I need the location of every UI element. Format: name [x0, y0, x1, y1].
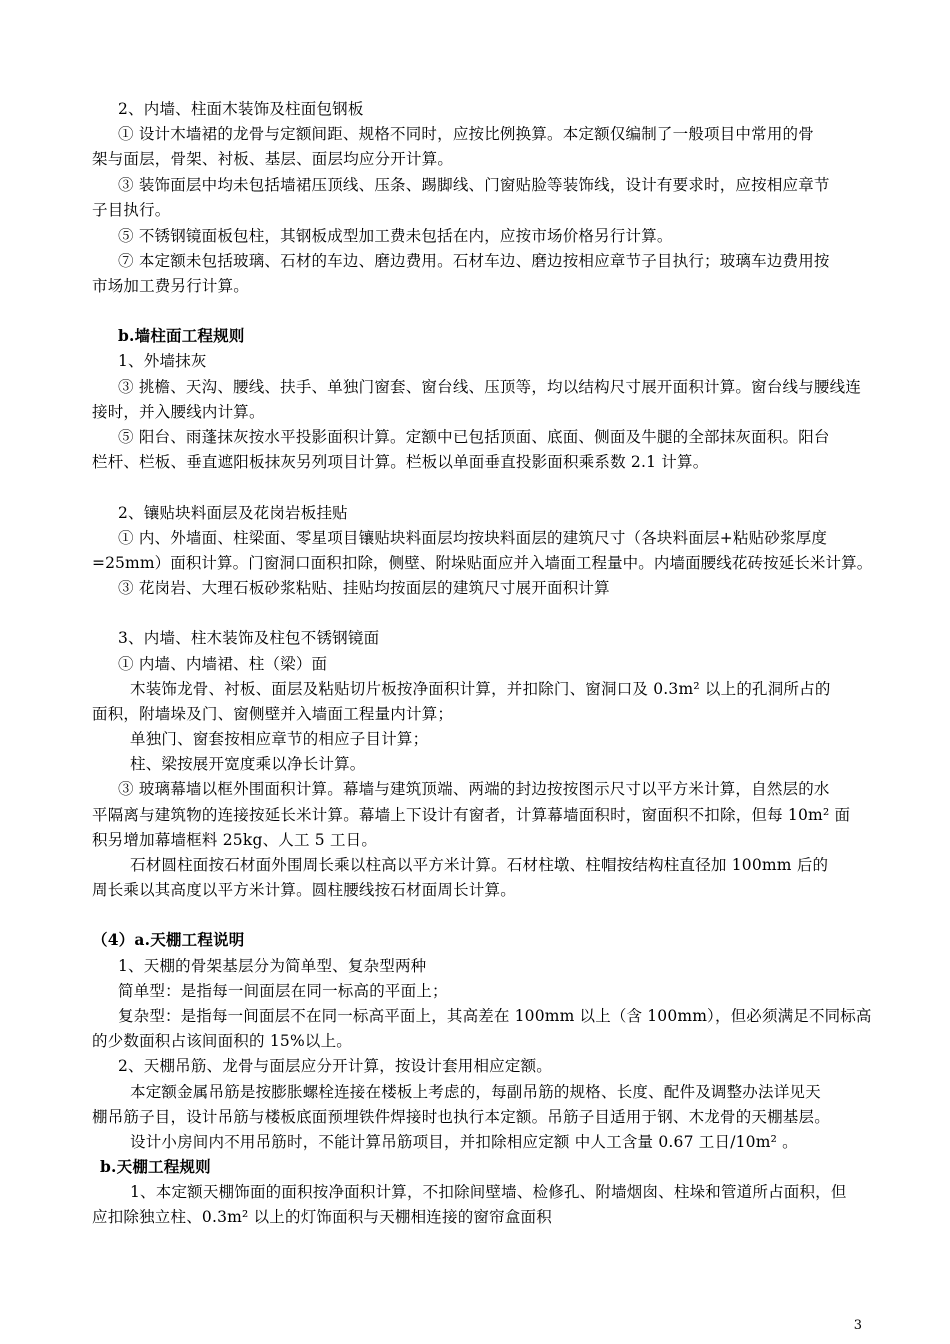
text-line: ① 内墙、内墙裙、柱（梁）面 — [118, 655, 328, 673]
text-line: ⑤ 不锈钢镜面板包柱，其钢板成型加工费未包括在内，应按市场价格另行计算。 — [118, 227, 673, 245]
text-line: ③ 装饰面层中均未包括墙裙压顶线、压条、踢脚线、门窗贴脸等装饰线，设计有要求时，应按相应章节 — [118, 176, 830, 194]
text-line: 石材圆柱面按石材面外围周长乘以柱高以平方米计算。石材柱墩、柱帽按结构柱直径加 100mm 后的 — [130, 856, 829, 874]
text-line: 子目执行。 — [92, 201, 171, 219]
text-line: 简单型：是指每一间面层在同一标高的平面上； — [118, 982, 448, 1000]
text-line: ③ 花岗岩、大理石板砂浆粘贴、挂贴均按面层的建筑尺寸展开面积计算 — [118, 579, 610, 597]
text-line: ① 内、外墙面、柱梁面、零星项目镶贴块料面层均按块料面层的建筑尺寸（各块料面层+粘贴砂浆厚度 — [118, 529, 828, 547]
text-line: =25mm）面积计算。门窗洞口面积扣除，侧壁、附垛贴面应并入墙面工程量中。内墙面腰线花砖按延长米计算。 — [92, 554, 873, 572]
text-line: 1、本定额天棚饰面的面积按净面积计算，不扣除间壁墙、检修孔、附墙烟囱、柱垛和管道所占面积，但 — [130, 1183, 847, 1201]
page-number: 3 — [853, 1318, 862, 1333]
section-heading: b.天棚工程规则 — [100, 1157, 211, 1176]
text-line: 2、天棚吊筋、龙骨与面层应分开计算，按设计套用相应定额。 — [118, 1057, 552, 1075]
text-line: 周长乘以其高度以平方米计算。圆柱腰线按石材面周长计算。 — [92, 881, 516, 899]
text-line: 木装饰龙骨、衬板、面层及粘贴切片板按净面积计算，并扣除门、窗洞口及 0.3m² 以上的孔洞所占的 — [130, 680, 831, 698]
text-line: 市场加工费另行计算。 — [92, 277, 250, 295]
text-line: 柱、梁按展开宽度乘以净长计算。 — [130, 755, 366, 773]
text-line: 设计小房间内不用吊筋时，不能计算吊筋项目，并扣除相应定额 中人工含量 0.67 工日/10m² 。 — [130, 1133, 798, 1151]
text-line: 棚吊筋子目，设计吊筋与楼板底面预埋铁件焊接时也执行本定额。吊筋子目适用于钢、木龙骨的天棚基层。 — [92, 1108, 830, 1126]
text-line: 本定额金属吊筋是按膨胀螺栓连接在楼板上考虑的，每副吊筋的规格、长度、配件及调整办法详见天 — [130, 1083, 821, 1101]
text-line: ⑤ 阳台、雨蓬抹灰按水平投影面积计算。定额中已包括顶面、底面、侧面及牛腿的全部抹灰面积。阳台 — [118, 428, 830, 446]
text-line: 平隔离与建筑物的连接按延长米计算。幕墙上下设计有窗者，计算幕墙面积时，窗面积不扣除，但每 10m² 面 — [92, 806, 851, 824]
text-line: 的少数面积占该间面积的 15%以上。 — [92, 1032, 352, 1050]
text-line: ③ 玻璃幕墙以框外围面积计算。幕墙与建筑顶端、两端的封边按按图示尺寸以平方米计算，自然层的水 — [118, 780, 830, 798]
text-line: 接时，并入腰线内计算。 — [92, 403, 265, 421]
text-line: ① 设计木墙裙的龙骨与定额间距、规格不同时，应按比例换算。本定额仅编制了一般项目中常用的骨 — [118, 125, 814, 143]
section-heading: （4）a.天棚工程说明 — [92, 930, 245, 949]
text-line: 栏杆、栏板、垂直遮阳板抹灰另列项目计算。栏板以单面垂直投影面积乘系数 2.1 计算。 — [92, 453, 709, 471]
text-line: 1、外墙抹灰 — [118, 352, 207, 370]
text-line: ⑦ 本定额未包括玻璃、石材的车边、磨边费用。石材车边、磨边按相应章节子目执行；玻璃车边费用按 — [118, 252, 830, 270]
text-line: 复杂型：是指每一间面层不在同一标高平面上，其高差在 100mm 以上（含 100mm），但必须满足不同标高 — [118, 1007, 872, 1025]
text-line: 面积，附墙垛及门、窗侧壁并入墙面工程量内计算； — [92, 705, 454, 723]
text-line: ③ 挑檐、天沟、腰线、扶手、单独门窗套、窗台线、压顶等，均以结构尺寸展开面积计算。窗台线与腰线连 — [118, 378, 862, 396]
section-heading: b.墙柱面工程规则 — [118, 326, 245, 345]
text-line: 1、天棚的骨架基层分为简单型、复杂型两种 — [118, 957, 427, 975]
text-line: 3、内墙、柱木装饰及柱包不锈钢镜面 — [118, 629, 380, 647]
text-line: 单独门、窗套按相应章节的相应子目计算； — [130, 730, 429, 748]
text-line: 2、内墙、柱面木装饰及柱面包钢板 — [118, 100, 364, 118]
text-line: 积另增加幕墙框料 25kg、人工 5 工日。 — [92, 831, 378, 849]
text-line: 2、镶贴块料面层及花岗岩板挂贴 — [118, 504, 348, 522]
text-line: 架与面层，骨架、衬板、基层、面层均应分开计算。 — [92, 150, 454, 168]
text-line: 应扣除独立柱、0.3m² 以上的灯饰面积与天棚相连接的窗帘盒面积 — [92, 1208, 552, 1226]
